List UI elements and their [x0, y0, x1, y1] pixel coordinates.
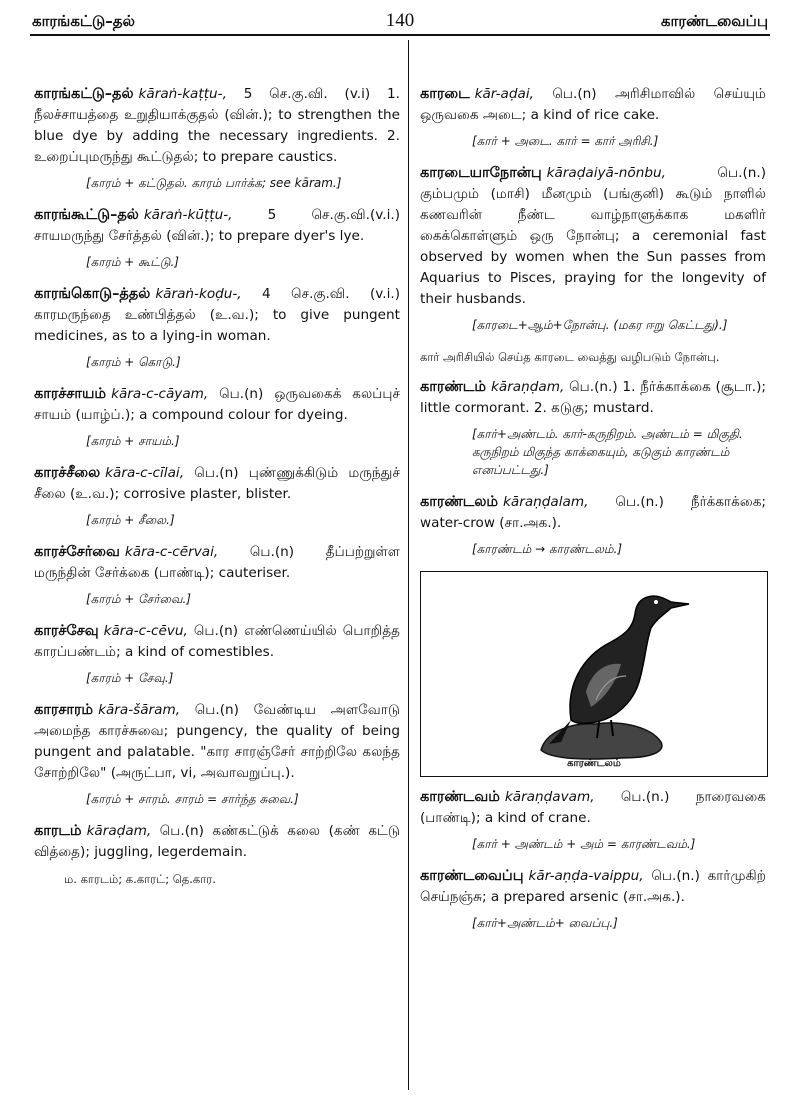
- illustration-caption: காரண்டலம்: [567, 758, 621, 769]
- definition: பெ.(n) வேண்டிய அளவோடு அமைந்த காரச்சுவை; pungency, the quality of being pungent and palatable. "கார சாரஞ்சேர் சாற்றிலே கலந்த சோற்றிலே" (அருட்பா, vi, அவாவறுப்பு.).: [34, 702, 400, 781]
- headword: காரண்டம்: [420, 379, 487, 395]
- etymology: [காரம் + கூட்டு.]: [86, 255, 179, 269]
- transliteration: kāraṅ-kaṭṭu-,: [138, 86, 227, 102]
- definition: பெ.(n.) நீர்க்காக்கை; water-crow (சா.அக.).: [420, 494, 766, 531]
- definition: பெ.(n.) 1. நீர்க்காக்கை (சூடா.); little cormorant. 2. கடுகு; mustard.: [420, 379, 766, 416]
- transliteration: kāraṅ-kūṭṭu-,: [143, 207, 233, 223]
- etymology: [காரம் + சீலை.]: [86, 513, 175, 527]
- etymology: [காரம் + சேவு.]: [86, 671, 174, 685]
- definition: பெ.(n) அரிசிமாவில் செய்யும் ஒருவகை அடை; a kind of rice cake.: [420, 86, 766, 123]
- dictionary-entry: [34, 700, 400, 784]
- dictionary-entry: [420, 377, 766, 419]
- transliteration: kāraṇḍavam,: [504, 789, 595, 805]
- etymology: [கார் + அண்டம் + அம் = காரண்டவம்.]: [472, 837, 696, 851]
- definition: பெ.(n) ஒருவகைக் கலப்புச் சாயம் (யாழ்ப்.); a compound colour for dyeing.: [34, 386, 400, 423]
- definition: பெ.(n.) கார்முகிற் செய்நஞ்சு; a prepared arsenic (சா.அக.).: [420, 868, 766, 905]
- dictionary-entry: [34, 284, 400, 347]
- etymology: [கார்+அண்டம்+ வைப்பு.]: [472, 916, 618, 930]
- headword: காரண்டவைப்பு: [420, 868, 524, 884]
- dictionary-entry: [420, 163, 766, 310]
- definition: பெ.(n.) நாரைவகை (பாண்டி); a kind of crane.: [420, 789, 766, 826]
- headword: காரடையாநோன்பு: [420, 165, 542, 181]
- transliteration: kāraṇḍalam,: [503, 494, 589, 510]
- transliteration: kāraṅ-koḍu-,: [155, 286, 242, 302]
- headword: காரண்டலம்: [420, 494, 499, 510]
- usage-note: கார் அரிசியில் செய்த காரடை வைத்து வழிபடும் நோன்பு.: [420, 350, 720, 364]
- headword: காரச்சீலை: [34, 465, 101, 481]
- transliteration: kār-aṇḍa-vaippu,: [528, 868, 644, 884]
- header-guide-word-right: காரண்டவைப்பு: [660, 12, 768, 30]
- dictionary-entry: [420, 492, 766, 534]
- definition: பெ.(n.) கும்பமும் (மாசி) மீனமும் (பங்குனி) கூடும் நாளில் கணவரின் நீண்ட வாழ்நாளுக்காக மகளிர் கைக்கொள்ளும் ஒரு நோன்பு; a ceremonial fast observed by women when the Sun passes from Aquarius to Pisces, praying for the longevity of their husbands.: [420, 165, 766, 307]
- transliteration: kāraṇḍam,: [491, 379, 565, 395]
- dictionary-entry: [34, 205, 400, 247]
- dictionary-entry: [34, 821, 400, 863]
- definition: பெ.(n) தீப்பற்றுள்ள மருந்தின் சேர்க்கை (பாண்டி); cauteriser.: [34, 544, 400, 581]
- dictionary-entry: [420, 787, 766, 829]
- definition: பெ.(n) புண்ணுக்கிடும் மருந்துச் சீலை (உ.வ.); corrosive plaster, blister.: [34, 465, 400, 502]
- headword: காரச்சாயம்: [34, 386, 107, 402]
- transliteration: kāraḍam,: [86, 823, 152, 839]
- transliteration: kāraḍaiyā-nōnbu,: [546, 165, 666, 181]
- etymology: [கார் + அடை. கார் = கார் அரிசி.]: [472, 134, 659, 148]
- transliteration: kāra-c-cāyam,: [111, 386, 209, 402]
- etymology: [காரம் + சேர்வை.]: [86, 592, 191, 606]
- definition: பெ.(n) எண்ணெய்யில் பொறித்த காரப்பண்டம்; a kind of comestibles.: [34, 623, 400, 660]
- headword: காரசாரம்: [34, 702, 94, 718]
- bird-illustration: [420, 571, 768, 777]
- definition: பெ.(n) கண்கட்டுக் கலை (கண் கட்டு வித்தை); juggling, legerdemain.: [34, 823, 400, 860]
- dictionary-entry: [34, 542, 400, 584]
- etymology: [காரம் + சாரம். சாரம் = சார்ந்த சுவை.]: [86, 792, 299, 806]
- dictionary-entry: [34, 463, 400, 505]
- headword: காரடம்: [34, 823, 82, 839]
- headword: காரடை: [420, 86, 470, 102]
- definition: 5 செ.கு.வி.(v.i.) சாயமருந்து சேர்த்தல் (வின்.); to prepare dyer's lye.: [34, 207, 400, 244]
- definition: 5 செ.கு.வி. (v.i) 1. நீலச்சாயத்தை உறுதியாக்குதல் (வின்.); to strengthen the blue dye by adding the necessary ingredients. 2. உறைப்புமருந்து கூட்டுதல்; to prepare caustics.: [34, 86, 400, 165]
- page-number: 140: [385, 10, 415, 31]
- etymology: [கார்+அண்டம். கார்-கருநிறம். அண்டம் = மிகுதி. கருநிறம் மிகுந்த காக்கையும், கடுகும் காரண்டம் எனப்பட்டது.]: [472, 427, 743, 477]
- dictionary-entry: [34, 84, 400, 168]
- right-column: [420, 84, 766, 945]
- headword: காரங்கொடு–த்தல்: [34, 286, 151, 302]
- transliteration: kāra-šāram,: [98, 702, 181, 718]
- left-column: [34, 84, 400, 899]
- headword: காரச்சேவு: [34, 623, 99, 639]
- transliteration: kāra-c-cērvai,: [124, 544, 219, 560]
- headword: காரண்டவம்: [420, 789, 500, 805]
- transliteration: kāra-c-cīlai,: [105, 465, 185, 481]
- etymology: [காரம் + சாயம்.]: [86, 434, 180, 448]
- headword: காரச்சேர்வை: [34, 544, 120, 560]
- headword: காரங்கூட்டு–தல்: [34, 207, 139, 223]
- dictionary-entry: [420, 866, 766, 908]
- etymology: [காரம் + கட்டுதல். காரம் பார்க்க; see kāram.]: [86, 176, 342, 190]
- dictionary-entry: [420, 84, 766, 126]
- header-guide-word-left: காரங்கட்டு–தல்: [32, 12, 135, 30]
- column-divider: [408, 40, 409, 1090]
- cormorant-drawing: [421, 572, 767, 776]
- dictionary-entry: [34, 621, 400, 663]
- definition: 4 செ.கு.வி. (v.i.) காரமருந்தை உண்பித்தல் (உ.வ.); to give pungent medicines, as to a lying-in woman.: [34, 286, 400, 344]
- transliteration: kāra-c-cēvu,: [103, 623, 188, 639]
- etymology: [காரம் + கொடு.]: [86, 355, 181, 369]
- transliteration: kār-aḍai,: [474, 86, 534, 102]
- header-rule: [30, 34, 770, 36]
- etymology: [காரண்டம் → காரண்டலம்.]: [472, 542, 623, 556]
- headword: காரங்கட்டு–தல்: [34, 86, 134, 102]
- dictionary-entry: [34, 384, 400, 426]
- etymology: [காரடை+ஆம்+நோன்பு. (மகர ஈறு கெட்டது).]: [472, 318, 728, 332]
- cognate-note: ம. காரடம்; க.காரட்; தெ.கார.: [64, 872, 216, 886]
